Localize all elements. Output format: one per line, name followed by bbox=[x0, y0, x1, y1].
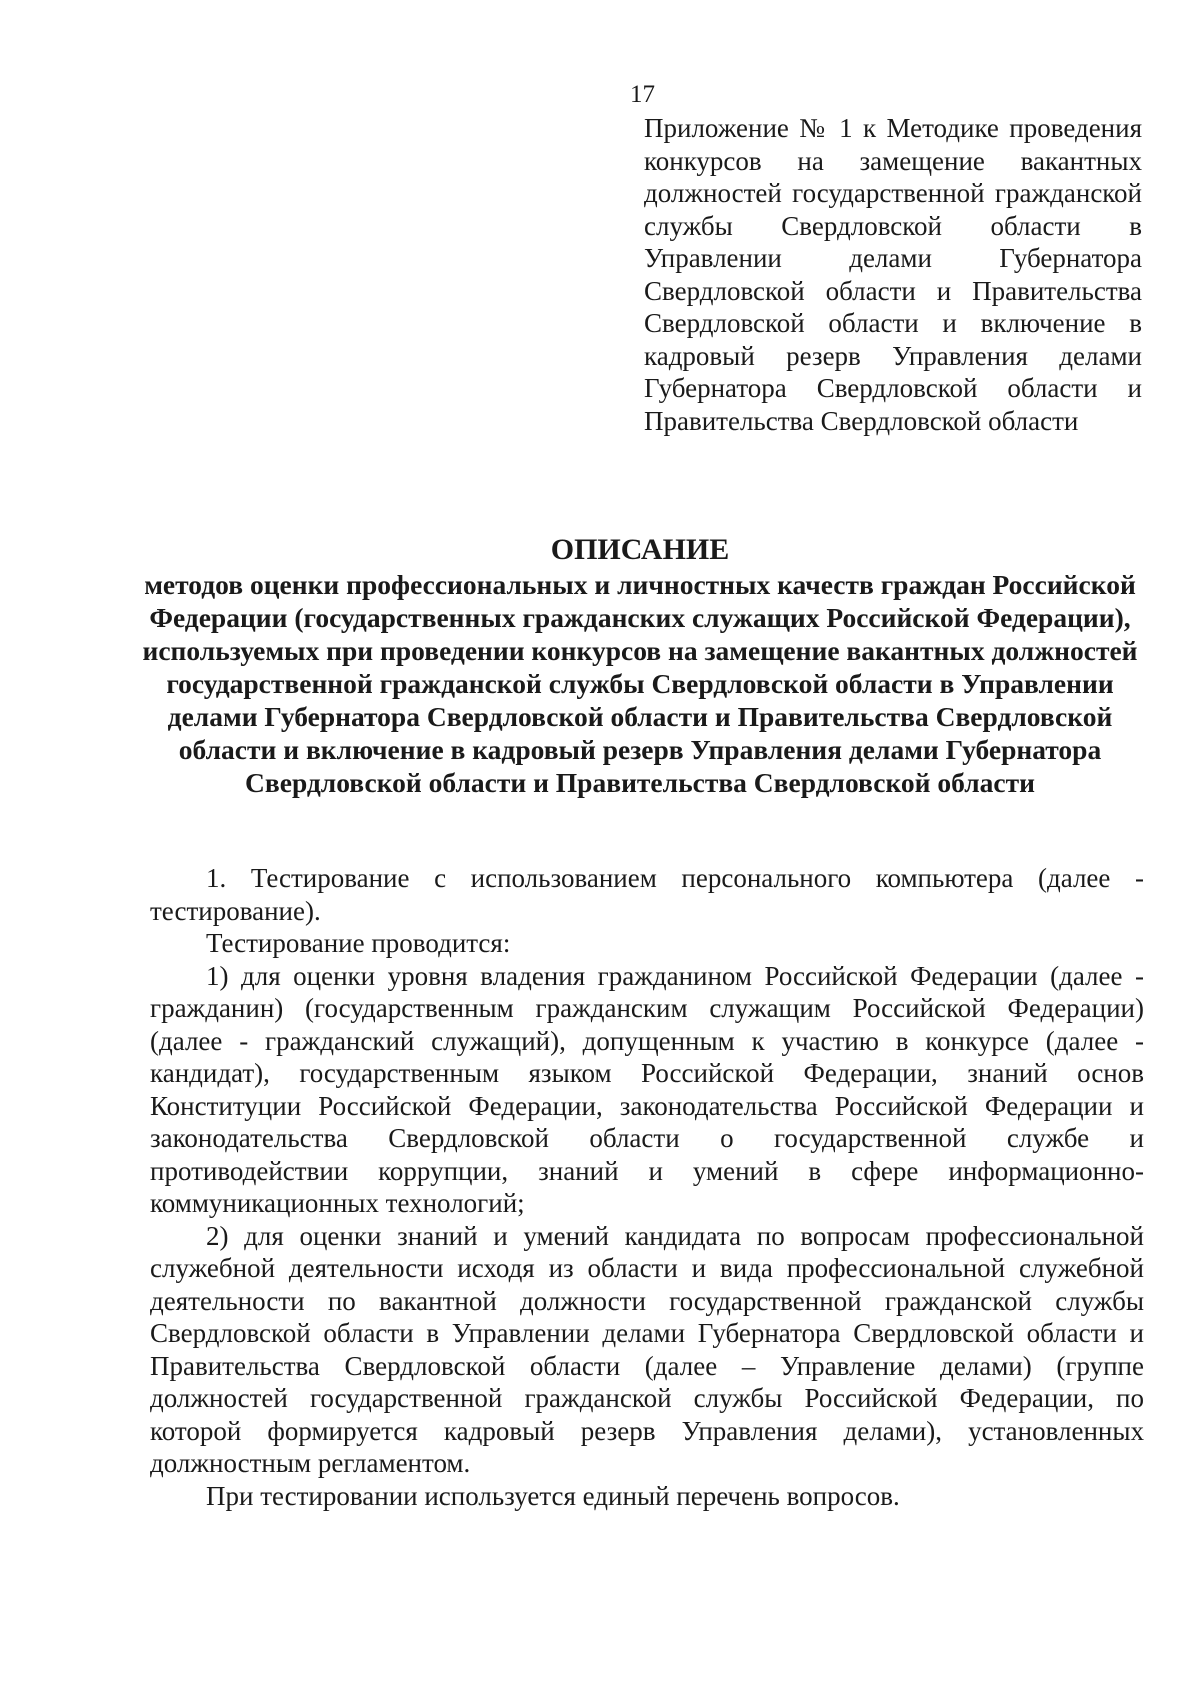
document-subtitle: методов оценки профессиональных и личностных качеств граждан Российской Федерации (государственных гражданских служащих Российской Федерации), используемых при проведении конкурсов на замещение вакантных должностей государственной гражданской службы Свердловской области в Управлении делами Губернатора Свердловской области и Правительства Свердловской области и включение в кадровый резерв Управления делами Губернатора Свердловской области и Правительства Свердловской области bbox=[142, 569, 1138, 798]
document-title: ОПИСАНИЕ bbox=[550, 533, 730, 566]
paragraph-item-2: 2) для оценки знаний и умений кандидата по вопросам профессиональной служебной деятельности исходя из области и вида профессиональной служебной деятельности по вакантной должности государственной гражданской службы Свердловской области в Управлении делами Губернатора Свердловской области и Правительства Свердловской области (далее – Управление делами) (группе должностей государственной гражданской службы Российской Федерации, по которой формируется кадровый резерв Управления делами), установленных должностным регламентом. bbox=[150, 1220, 1144, 1478]
paragraph-questions: При тестировании используется единый перечень вопросов. bbox=[206, 1480, 900, 1511]
page-number: 17 bbox=[630, 81, 655, 108]
appendix-note: Приложение № 1 к Методике проведения конкурсов на замещение вакантных должностей государственной гражданской службы Свердловской области в Управлении делами Губернатора Свердловской области и Правительства Свердловской области и включение в кадровый резерв Управления делами Губернатора Свердловской области и Правительства Свердловской области bbox=[644, 113, 1142, 436]
paragraph-item-1: 1) для оценки уровня владения гражданином Российской Федерации (далее - гражданин) (государственным гражданским служащим Российской Федерации) (далее - гражданский служащий), допущенным к участию в конкурсе (далее - кандидат), государственным языком Российской Федерации, знаний основ Конституции Российской Федерации, законодательства Российской Федерации и законодательства Свердловской области о государственной службе и противодействии коррупции, знаний и умений в сфере информационно-коммуникационных технологий; bbox=[150, 960, 1144, 1218]
body-text bbox=[150, 862, 1144, 1512]
paragraph-testing: 1. Тестирование с использованием персонального компьютера (далее - тестирование). bbox=[150, 863, 1144, 926]
paragraph-testing-purpose: Тестирование проводится: bbox=[206, 928, 511, 958]
